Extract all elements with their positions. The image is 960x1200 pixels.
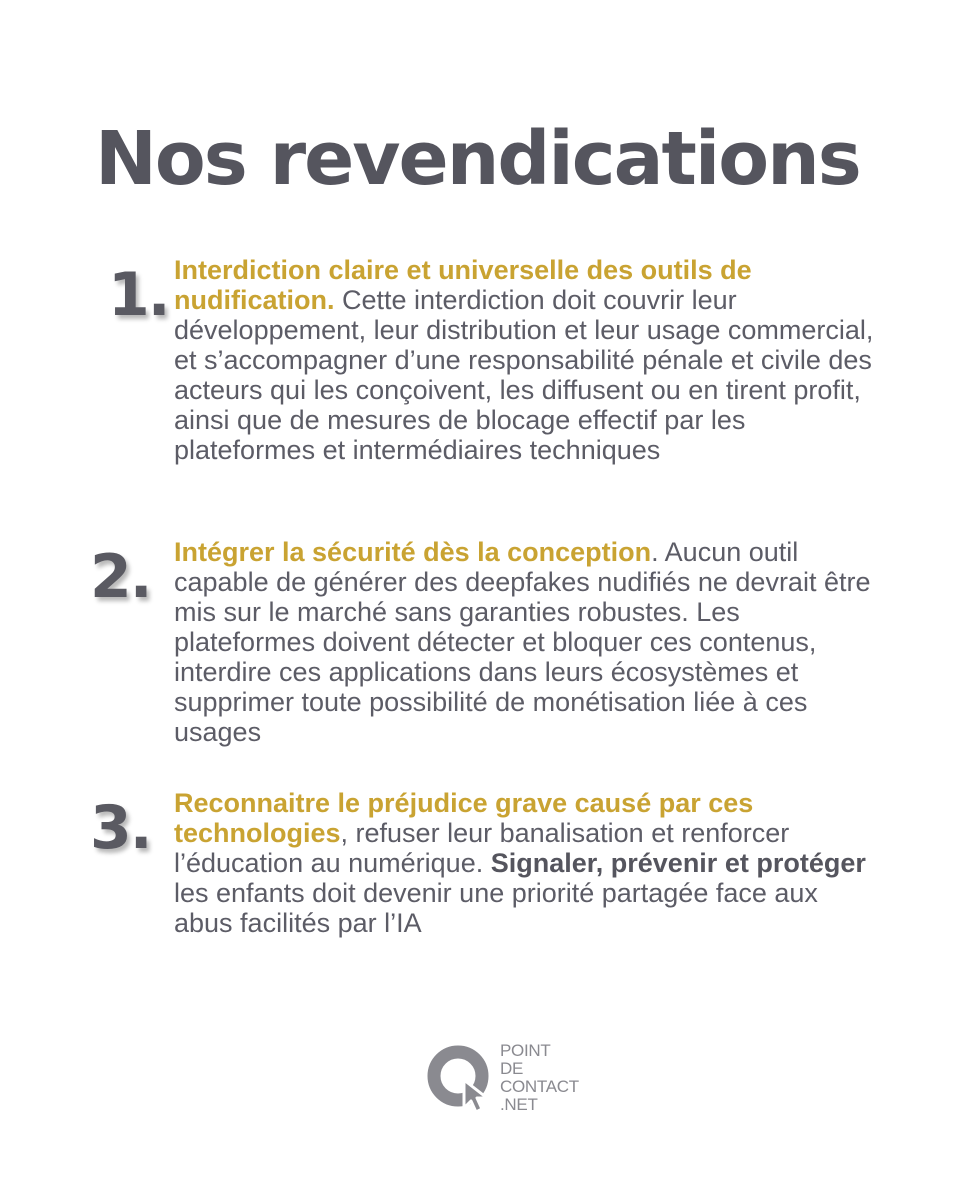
item-text xyxy=(174,788,874,938)
item-number: 2. xyxy=(90,542,151,612)
item-lead: Interdiction claire et universelle des outils de nudification. xyxy=(174,255,752,315)
page-title: Nos revendications xyxy=(95,116,860,202)
item-body: Cette interdiction doit couvrir leur développement, leur distribution et leur usage commercial, et s’accompagner d’une responsabilité pénale et civile des acteurs qui les conçoivent, les diffusent ou en tirent profit, ainsi que de mesures de blocage effectif par les plateformes et intermédiaires techniques xyxy=(174,285,874,465)
logo-line: POINT xyxy=(500,1041,551,1060)
item-body: . Aucun outil capable de générer des deepfakes nudifiés ne devrait être mis sur le marché sans garanties robustes. Les plateformes doivent détecter et bloquer ces contenus, interdire ces applications dans leurs écosystèmes et supprimer toute possibilité de monétisation liée à ces usages xyxy=(174,537,871,747)
item-tail: les enfants doit devenir une priorité partagée face aux abus facilités par l’IA xyxy=(174,878,818,938)
logo-wordmark xyxy=(500,1042,579,1114)
item-text xyxy=(174,255,874,465)
cursor-q-logo-icon xyxy=(424,1040,500,1116)
item-body: , refuser leur banalisation et renforcer l’éducation au numérique. xyxy=(174,818,790,878)
logo-line: DE xyxy=(500,1059,524,1078)
item-lead: Reconnaitre le préjudice grave causé par ces technologies xyxy=(174,788,754,848)
item-text xyxy=(174,537,874,747)
item-number: 1. xyxy=(108,260,169,330)
brand-logo xyxy=(424,1040,584,1120)
item-number: 3. xyxy=(90,793,151,863)
item-lead: Intégrer la sécurité dès la conception xyxy=(174,537,652,567)
logo-line: CONTACT xyxy=(500,1077,579,1096)
logo-line: .NET xyxy=(500,1095,538,1114)
item-bold: Signaler, prévenir et protéger xyxy=(490,848,866,878)
